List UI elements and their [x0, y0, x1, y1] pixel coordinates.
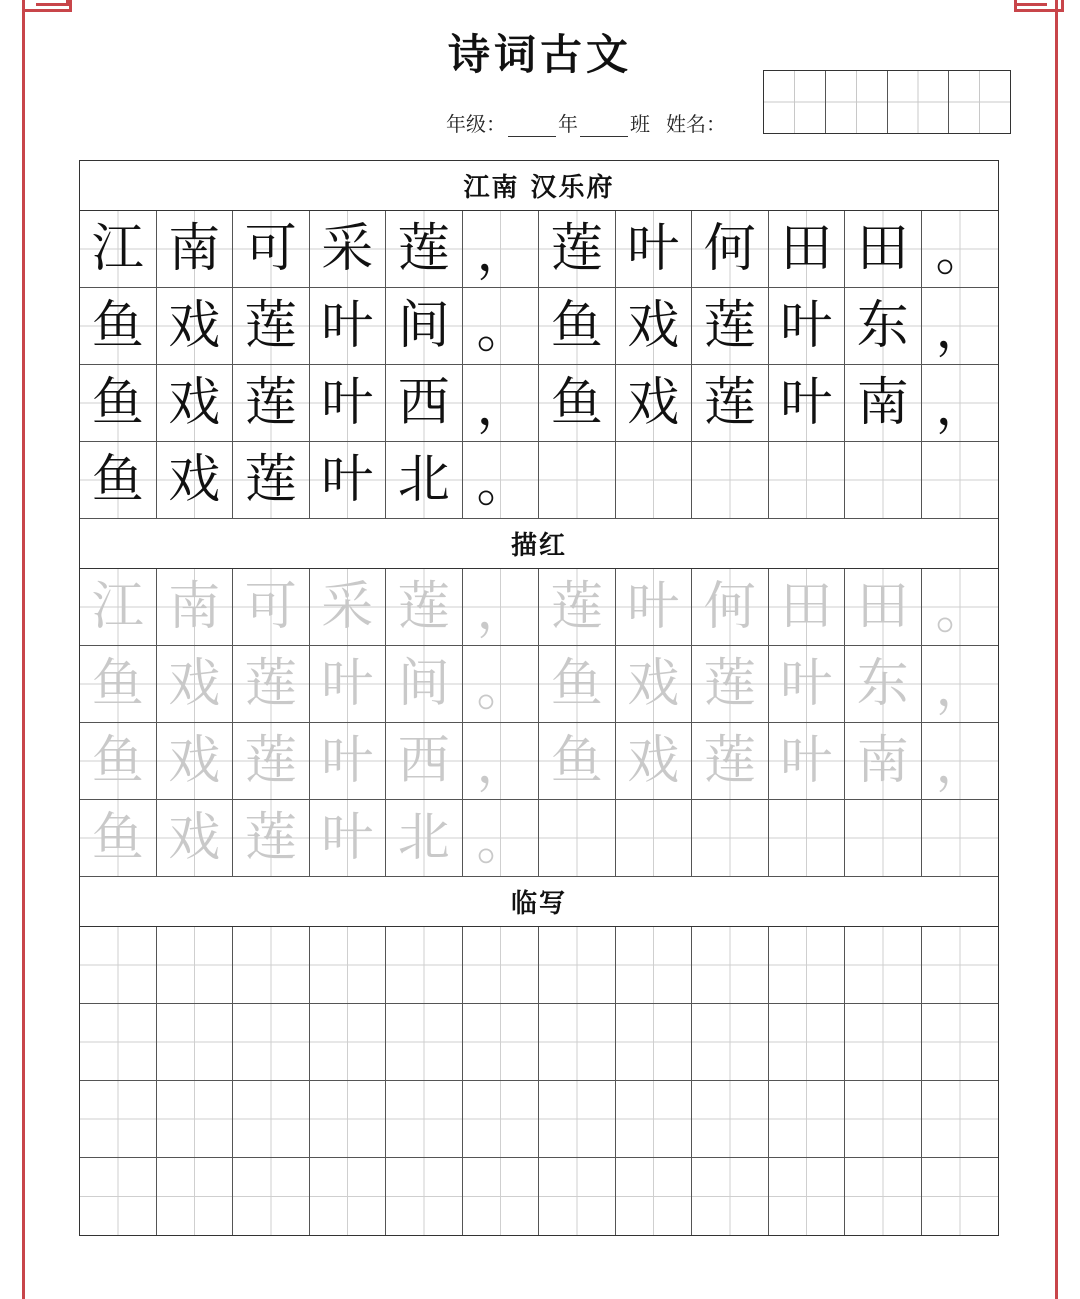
- poem-char-cell: 何: [692, 211, 769, 288]
- copy-writing-cell[interactable]: [539, 1081, 616, 1158]
- practice-sheet: [79, 160, 999, 1236]
- copy-writing-cell[interactable]: [233, 927, 310, 1004]
- trace-char-cell[interactable]: 鱼: [80, 723, 157, 800]
- name-label: 姓名：: [666, 112, 726, 136]
- copy-writing-cell[interactable]: [310, 1004, 387, 1081]
- copy-writing-cell[interactable]: [539, 1004, 616, 1081]
- poem-char-cell: 鱼: [80, 365, 157, 442]
- poem-char-cell: 鱼: [539, 365, 616, 442]
- trace-char-cell[interactable]: 叶: [310, 800, 387, 877]
- copy-writing-cell[interactable]: [233, 1081, 310, 1158]
- trace-char-cell[interactable]: [769, 800, 846, 877]
- poem-char-cell: 田: [845, 211, 922, 288]
- copy-writing-cell[interactable]: [769, 927, 846, 1004]
- copy-writing-cell[interactable]: [80, 927, 157, 1004]
- poem-char-cell: [769, 442, 846, 519]
- poem-char-cell: 鱼: [539, 288, 616, 365]
- copy-writing-cell[interactable]: [845, 1081, 922, 1158]
- poem-char-cell: 戏: [616, 288, 693, 365]
- class-label: 班: [630, 112, 650, 136]
- copy-writing-cell[interactable]: [769, 1004, 846, 1081]
- copy-header: 临写: [80, 877, 998, 927]
- copy-writing-cell[interactable]: [463, 1081, 540, 1158]
- copy-writing-cell[interactable]: [157, 1004, 234, 1081]
- trace-char-cell[interactable]: 莲: [539, 569, 616, 646]
- trace-char-cell[interactable]: [539, 800, 616, 877]
- trace-char-cell[interactable]: 何: [692, 569, 769, 646]
- poem-char-cell: 戏: [157, 442, 234, 519]
- poem-char-cell: 莲: [233, 365, 310, 442]
- class-blank[interactable]: [580, 116, 628, 137]
- trace-char-cell[interactable]: ，: [922, 723, 999, 800]
- poem-char-cell: 。: [463, 442, 540, 519]
- poem-char-cell: 江: [80, 211, 157, 288]
- poem-char-cell: [922, 442, 999, 519]
- trace-char-cell[interactable]: 鱼: [539, 646, 616, 723]
- trace-char-cell[interactable]: 莲: [692, 723, 769, 800]
- copy-writing-cell[interactable]: [616, 1004, 693, 1081]
- copy-writing-cell[interactable]: [310, 927, 387, 1004]
- name-box[interactable]: [949, 71, 1010, 133]
- poem-char-cell: 。: [922, 211, 999, 288]
- trace-char-cell[interactable]: 鱼: [80, 800, 157, 877]
- poem-char-cell: [539, 442, 616, 519]
- grade-label: 年级：: [446, 112, 506, 136]
- trace-char-cell[interactable]: 鱼: [539, 723, 616, 800]
- trace-char-cell[interactable]: ，: [463, 569, 540, 646]
- trace-char-cell[interactable]: [692, 800, 769, 877]
- copy-writing-cell[interactable]: [769, 1081, 846, 1158]
- poem-char-cell: 戏: [616, 365, 693, 442]
- copy-writing-cell[interactable]: [845, 927, 922, 1004]
- trace-char-cell[interactable]: 西: [386, 723, 463, 800]
- corner-ornament-top-right-inner: [1014, 0, 1047, 6]
- poem-char-cell: 西: [386, 365, 463, 442]
- copy-writing-cell[interactable]: [692, 1158, 769, 1235]
- poem-char-cell: [692, 442, 769, 519]
- trace-char-cell[interactable]: 戏: [157, 723, 234, 800]
- copy-writing-cell[interactable]: [616, 1158, 693, 1235]
- trace-char-cell[interactable]: 莲: [233, 723, 310, 800]
- copy-writing-cell[interactable]: [386, 1158, 463, 1235]
- poem-char-cell: 东: [845, 288, 922, 365]
- copy-writing-cell[interactable]: [922, 927, 999, 1004]
- poem-char-cell: ，: [463, 365, 540, 442]
- copy-writing-cell[interactable]: [922, 1004, 999, 1081]
- trace-char-cell[interactable]: 叶: [769, 723, 846, 800]
- trace-char-cell[interactable]: 田: [845, 569, 922, 646]
- copy-writing-cell[interactable]: [80, 1081, 157, 1158]
- trace-char-cell[interactable]: 。: [922, 569, 999, 646]
- copy-writing-cell[interactable]: [692, 1004, 769, 1081]
- poem-char-cell: 采: [310, 211, 387, 288]
- poem-char-cell: 田: [769, 211, 846, 288]
- copy-writing-cell[interactable]: [922, 1158, 999, 1235]
- trace-char-cell[interactable]: 间: [386, 646, 463, 723]
- copy-writing-cell[interactable]: [616, 1081, 693, 1158]
- poem-char-cell: 可: [233, 211, 310, 288]
- trace-char-cell[interactable]: 莲: [692, 646, 769, 723]
- trace-char-cell[interactable]: 叶: [769, 646, 846, 723]
- poem-char-cell: 叶: [769, 288, 846, 365]
- poem-char-cell: 莲: [692, 365, 769, 442]
- trace-char-cell[interactable]: [845, 800, 922, 877]
- copy-writing-cell[interactable]: [463, 1158, 540, 1235]
- copy-writing-cell[interactable]: [157, 927, 234, 1004]
- poem-char-cell: 鱼: [80, 288, 157, 365]
- copy-writing-cell[interactable]: [692, 1081, 769, 1158]
- trace-header: 描红: [80, 519, 998, 569]
- year-label: 年: [558, 112, 578, 136]
- name-box[interactable]: [764, 71, 826, 133]
- copy-writing-cell[interactable]: [233, 1158, 310, 1235]
- poem-char-cell: 戏: [157, 365, 234, 442]
- trace-char-cell[interactable]: 莲: [233, 646, 310, 723]
- copy-writing-cell[interactable]: [616, 927, 693, 1004]
- trace-char-cell[interactable]: 戏: [616, 646, 693, 723]
- trace-char-cell[interactable]: 南: [157, 569, 234, 646]
- copy-writing-cell[interactable]: [539, 927, 616, 1004]
- trace-char-cell[interactable]: 。: [463, 646, 540, 723]
- trace-char-cell[interactable]: 北: [386, 800, 463, 877]
- trace-char-cell[interactable]: ，: [922, 646, 999, 723]
- trace-char-cell[interactable]: 采: [310, 569, 387, 646]
- copy-writing-cell[interactable]: [310, 1158, 387, 1235]
- copy-writing-cell[interactable]: [463, 1004, 540, 1081]
- copy-writing-cell[interactable]: [157, 1081, 234, 1158]
- page-title: 诗词古文: [447, 30, 632, 79]
- name-box[interactable]: [826, 71, 888, 133]
- poem-char-cell: 叶: [310, 442, 387, 519]
- poem-char-cell: 叶: [769, 365, 846, 442]
- poem-char-cell: 戏: [157, 288, 234, 365]
- copy-writing-cell[interactable]: [80, 1158, 157, 1235]
- poem-char-cell: [616, 442, 693, 519]
- copy-grid: [80, 927, 998, 1235]
- poem-char-cell: 莲: [386, 211, 463, 288]
- trace-char-cell[interactable]: 南: [845, 723, 922, 800]
- poem-char-cell: 叶: [310, 288, 387, 365]
- trace-char-cell[interactable]: 叶: [616, 569, 693, 646]
- copy-writing-cell[interactable]: [386, 1004, 463, 1081]
- trace-char-cell[interactable]: 戏: [157, 800, 234, 877]
- trace-char-cell[interactable]: 戏: [616, 723, 693, 800]
- poem-char-cell: 鱼: [80, 442, 157, 519]
- grade-year-blank[interactable]: [508, 116, 556, 137]
- copy-writing-cell[interactable]: [463, 927, 540, 1004]
- copy-writing-cell[interactable]: [157, 1158, 234, 1235]
- poem-char-cell: ，: [463, 211, 540, 288]
- trace-char-cell[interactable]: 叶: [310, 646, 387, 723]
- copy-writing-cell[interactable]: [80, 1004, 157, 1081]
- trace-char-cell[interactable]: ，: [463, 723, 540, 800]
- copy-writing-cell[interactable]: [386, 927, 463, 1004]
- trace-char-cell[interactable]: 可: [233, 569, 310, 646]
- copy-writing-cell[interactable]: [845, 1158, 922, 1235]
- copy-writing-cell[interactable]: [922, 1081, 999, 1158]
- trace-char-cell[interactable]: 鱼: [80, 646, 157, 723]
- poem-char-cell: 南: [845, 365, 922, 442]
- trace-char-cell[interactable]: 莲: [233, 800, 310, 877]
- name-writing-boxes: [763, 70, 1011, 134]
- copy-writing-cell[interactable]: [386, 1081, 463, 1158]
- copy-writing-cell[interactable]: [845, 1004, 922, 1081]
- poem-grid: [80, 211, 998, 519]
- trace-char-cell[interactable]: 叶: [310, 723, 387, 800]
- corner-ornament-top-left-inner: [36, 0, 69, 6]
- copy-writing-cell[interactable]: [310, 1081, 387, 1158]
- name-box[interactable]: [888, 71, 950, 133]
- copy-writing-cell[interactable]: [539, 1158, 616, 1235]
- poem-char-cell: 北: [386, 442, 463, 519]
- trace-char-cell[interactable]: [922, 800, 999, 877]
- trace-char-cell[interactable]: 田: [769, 569, 846, 646]
- poem-char-cell: 间: [386, 288, 463, 365]
- student-info-line: [446, 108, 726, 137]
- frame-right-border: [1055, 0, 1058, 1299]
- poem-char-cell: 莲: [692, 288, 769, 365]
- poem-char-cell: 南: [157, 211, 234, 288]
- poem-char-cell: 叶: [616, 211, 693, 288]
- copy-writing-cell[interactable]: [692, 927, 769, 1004]
- poem-char-cell: 莲: [233, 288, 310, 365]
- trace-char-cell[interactable]: 东: [845, 646, 922, 723]
- poem-char-cell: ，: [922, 365, 999, 442]
- trace-char-cell[interactable]: 莲: [386, 569, 463, 646]
- poem-char-cell: 莲: [539, 211, 616, 288]
- poem-char-cell: 莲: [233, 442, 310, 519]
- trace-char-cell[interactable]: 江: [80, 569, 157, 646]
- poem-char-cell: 叶: [310, 365, 387, 442]
- poem-char-cell: 。: [463, 288, 540, 365]
- trace-char-cell[interactable]: 。: [463, 800, 540, 877]
- trace-char-cell[interactable]: [616, 800, 693, 877]
- poem-char-cell: ，: [922, 288, 999, 365]
- copy-writing-cell[interactable]: [233, 1004, 310, 1081]
- poem-char-cell: [845, 442, 922, 519]
- frame-left-border: [22, 0, 25, 1299]
- poem-header: 江南 汉乐府: [80, 161, 998, 211]
- trace-grid: [80, 569, 998, 877]
- copy-writing-cell[interactable]: [769, 1158, 846, 1235]
- trace-char-cell[interactable]: 戏: [157, 646, 234, 723]
